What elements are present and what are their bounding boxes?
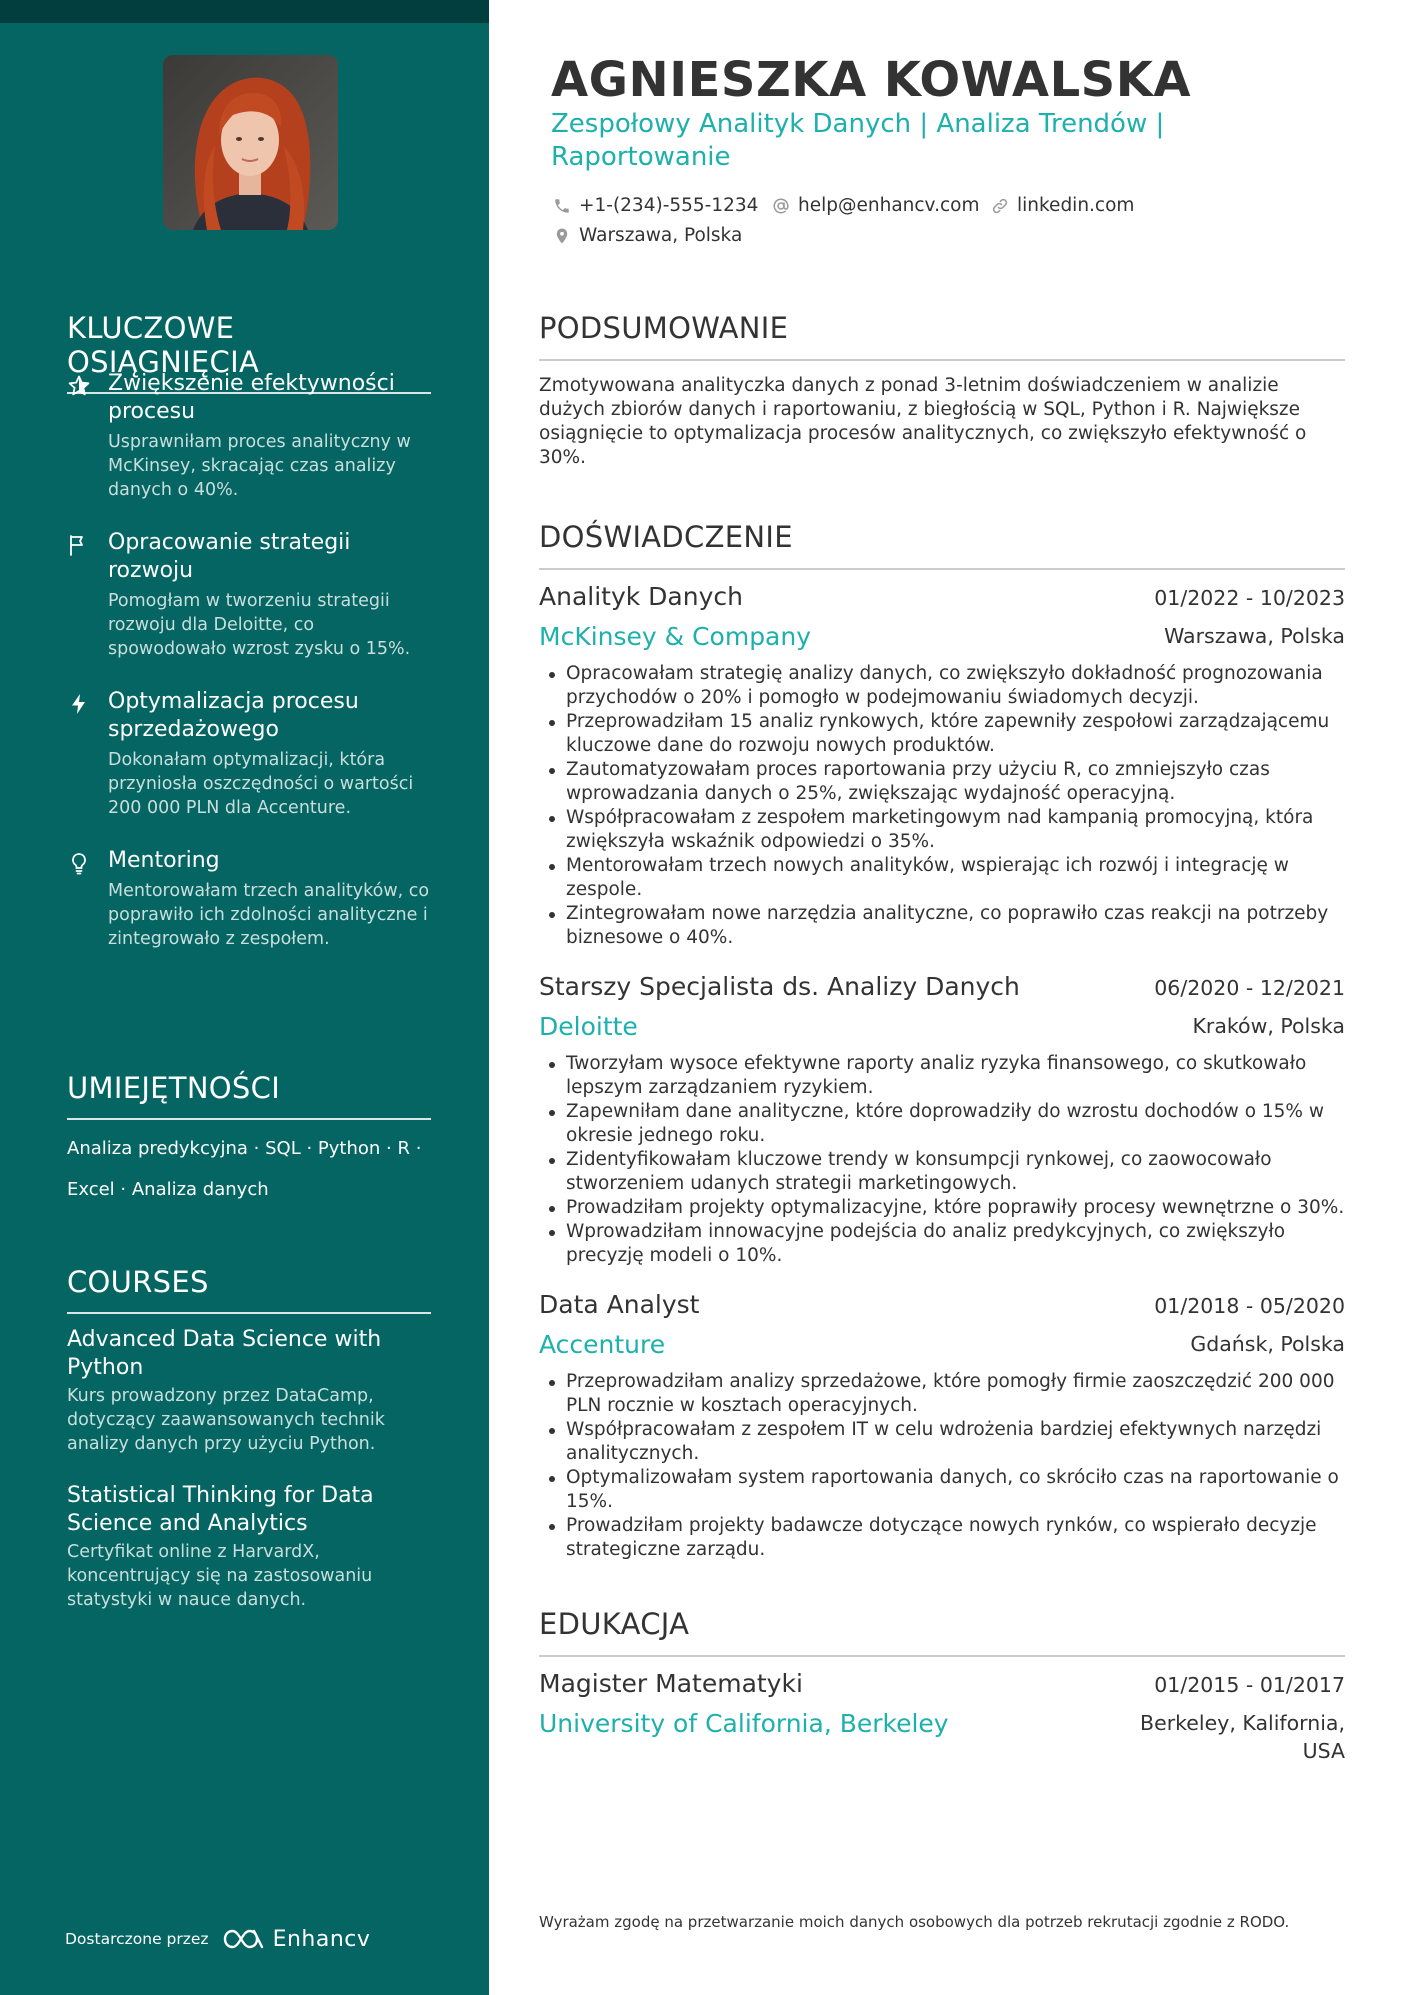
skills-line: Analiza predykcyjna · SQL · Python · R · xyxy=(67,1138,422,1159)
course-item xyxy=(67,1482,431,1612)
achievement-item xyxy=(67,529,431,661)
job-bullets xyxy=(539,1370,1345,1562)
achievement-desc: Usprawniłam proces analityczny w McKinsey, skracając czas analizy danych o 40%. xyxy=(108,432,411,500)
achievement-title: Zwiększenie efektywności procesu xyxy=(108,371,395,424)
job-bullet: Mentorowałam trzech nowych analityków, wspierając ich rozwój i integrację w zespole. xyxy=(539,854,1345,902)
job-location: Warszawa, Polska xyxy=(1164,624,1345,648)
achievement-desc: Pomogłam w tworzeniu strategii rozwoju dla Deloitte, co spowodowało wzrost zysku o 15%. xyxy=(108,591,411,659)
achievement-item xyxy=(67,847,431,951)
education-title: EDUKACJA xyxy=(539,1607,1345,1657)
course-title: Advanced Data Science with Python xyxy=(67,1327,382,1380)
job-dates: 01/2022 - 10/2023 xyxy=(1154,586,1345,610)
phone-icon xyxy=(553,197,571,215)
job-bullet: Wprowadziłam innowacyjne podejścia do analiz predykcyjnych, co zwiększyło precyzję modeli o 10%. xyxy=(539,1220,1345,1268)
job-location: Kraków, Polska xyxy=(1192,1014,1345,1038)
achievement-title: Opracowanie strategii rozwoju xyxy=(108,530,351,583)
job-company: Deloitte xyxy=(539,1012,638,1041)
lightning-icon xyxy=(67,692,91,716)
achievement-desc: Dokonałam optymalizacji, która przyniosła oszczędności o wartości 200 000 PLN dla Accenture. xyxy=(108,750,414,818)
job-bullet: Przeprowadziłam analizy sprzedażowe, które pomogły firmie zaoszczędzić 200 000 PLN rocznie w kosztach operacyjnych. xyxy=(539,1370,1345,1418)
job-title: Starszy Specjalista ds. Analizy Danych xyxy=(539,972,1020,1001)
achievement-desc: Mentorowałam trzech analityków, co poprawiło ich zdolności analityczne i zintegrowało z zespołem. xyxy=(108,881,430,949)
at-icon xyxy=(772,197,790,215)
contact-linkedin[interactable] xyxy=(991,195,1134,216)
lightbulb-icon xyxy=(67,851,91,875)
job-location: Gdańsk, Polska xyxy=(1190,1332,1345,1356)
job-bullet: Prowadziłam projekty badawcze dotyczące nowych rynków, co wspierało decyzje strategiczne zarządu. xyxy=(539,1514,1345,1562)
candidate-headline: Zespołowy Analityk Danych | Analiza Trendów | Raportowanie xyxy=(551,109,1165,172)
degree-title: Magister Matematyki xyxy=(539,1669,803,1698)
job-bullet: Zautomatyzowałam proces raportowania przy użyciu R, co zmniejszyło czas wprowadzania danych o 25%, zwiększając wydajność operacyjną. xyxy=(539,758,1345,806)
job-bullet: Przeprowadziłam 15 analiz rynkowych, które zapewniły zespołowi zarządzającemu kluczowe dane do rozwoju nowych produktów. xyxy=(539,710,1345,758)
job-company: McKinsey & Company xyxy=(539,622,812,651)
achievement-item xyxy=(67,370,431,502)
profile-photo-image xyxy=(163,55,338,230)
course-title: Statistical Thinking for Data Science and Analytics xyxy=(67,1483,374,1536)
job-bullet: Zapewniłam dane analityczne, które doprowadziły do wzrostu dochodów o 15% w okresie jednego roku. xyxy=(539,1100,1345,1148)
job-company: Accenture xyxy=(539,1330,666,1359)
link-icon xyxy=(991,197,1009,215)
job-dates: 06/2020 - 12/2021 xyxy=(1154,976,1345,1000)
location-pin-icon xyxy=(553,227,571,245)
contact-phone[interactable] xyxy=(553,195,758,216)
job-entry xyxy=(539,1288,1345,1562)
job-bullet: Opracowałam strategię analizy danych, co zwiększyło dokładność prognozowania przychodów o 20% i pomogło w podejmowaniu świadomych decyzji. xyxy=(539,662,1345,710)
candidate-name: AGNIESZKA KOWALSKA xyxy=(551,52,1192,108)
education-location xyxy=(1140,1709,1345,1765)
job-bullet: Prowadziłam projekty optymalizacyjne, które poprawiły procesy wewnętrzne o 30%. xyxy=(539,1196,1345,1220)
flag-icon xyxy=(67,533,91,557)
location-text: Warszawa, Polska xyxy=(579,225,743,246)
courses-list xyxy=(67,1326,431,1638)
education-entry xyxy=(539,1667,1345,1763)
school-name: University of California, Berkeley xyxy=(539,1709,949,1738)
summary-title: PODSUMOWANIE xyxy=(539,311,1345,361)
job-bullet: Optymalizowałam system raportowania danych, co skróciło czas na raportowanie o 15%. xyxy=(539,1466,1345,1514)
job-bullets xyxy=(539,662,1345,950)
job-entry xyxy=(539,970,1345,1268)
email-text: help@enhancv.com xyxy=(798,195,980,216)
contact-email[interactable] xyxy=(772,195,979,216)
powered-by-label: Dostarczone przez xyxy=(65,1930,209,1948)
education-dates: 01/2015 - 01/2017 xyxy=(1154,1673,1345,1697)
enhancv-logo-icon xyxy=(221,1926,267,1952)
job-title: Analityk Danych xyxy=(539,582,743,611)
skills-line: Excel · Analiza danych xyxy=(67,1179,269,1200)
main-content xyxy=(489,0,1410,1995)
job-entry xyxy=(539,580,1345,950)
linkedin-text: linkedin.com xyxy=(1017,195,1135,216)
phone-text: +1-(234)-555-1234 xyxy=(579,195,759,216)
achievement-title: Mentoring xyxy=(108,848,220,873)
job-bullet: Zintegrowałam nowe narzędzia analityczne, co poprawiło czas reakcji na potrzeby biznesowe o 40%. xyxy=(539,902,1345,950)
job-bullet: Współpracowałam z zespołem IT w celu wdrożenia bardziej efektywnych narzędzi analitycznych. xyxy=(539,1418,1345,1466)
job-bullet: Współpracowałam z zespołem marketingowym nad kampanią promocyjną, która zwiększyła wskaźnik odpowiedzi o 35%. xyxy=(539,806,1345,854)
summary-text: Zmotywowana analityczka danych z ponad 3-letnim doświadczeniem w analizie dużych zbiorów danych i raportowaniu, z biegłością w SQL, Python i R. Największe osiągnięcie to optymalizacja procesów analitycznych, co zwiększyło efektywność o 30%. xyxy=(539,375,1307,468)
education-location-line: Berkeley, Kalifornia, xyxy=(1140,1711,1345,1735)
course-desc: Kurs prowadzony przez DataCamp, dotyczący zaawansowanych technik analizy danych przy użyciu Python. xyxy=(67,1386,385,1454)
course-desc: Certyfikat online z HarvardX, koncentrujący się na zastosowaniu statystyki w nauce danych. xyxy=(67,1542,373,1610)
skills-title: UMIEJĘTNOŚCI xyxy=(67,1071,431,1120)
achievements-title: KLUCZOWE OSIĄGNIĘCIA xyxy=(67,311,431,394)
job-dates: 01/2018 - 05/2020 xyxy=(1154,1294,1345,1318)
achievement-title: Optymalizacja procesu sprzedażowego xyxy=(108,689,359,742)
skills-list xyxy=(67,1128,431,1210)
profile-photo xyxy=(163,55,338,230)
contact-location xyxy=(553,225,742,246)
education-location-line: USA xyxy=(1302,1739,1345,1763)
star-icon xyxy=(67,374,91,398)
job-bullets xyxy=(539,1052,1345,1268)
powered-by[interactable] xyxy=(65,1926,370,1952)
job-bullet: Zidentyfikowałam kluczowe trendy w konsumpcji rynkowej, co zaowocowało stworzeniem udanych strategii marketingowych. xyxy=(539,1148,1345,1196)
course-item xyxy=(67,1326,431,1456)
gdpr-consent: Wyrażam zgodę na przetwarzanie moich danych osobowych dla potrzeb rekrutacji zgodnie z RODO. xyxy=(539,1913,1290,1931)
job-bullet: Tworzyłam wysoce efektywne raporty analiz ryzyka finansowego, co skutkowało lepszym zarządzaniem ryzykiem. xyxy=(539,1052,1345,1100)
sidebar xyxy=(0,0,489,1995)
sidebar-top-bar xyxy=(0,0,489,23)
enhancv-brand: Enhancv xyxy=(272,1926,371,1952)
achievements-list xyxy=(67,370,431,978)
experience-title: DOŚWIADCZENIE xyxy=(539,520,1345,570)
courses-title: COURSES xyxy=(67,1265,431,1314)
achievement-item xyxy=(67,688,431,820)
job-title: Data Analyst xyxy=(539,1290,700,1319)
